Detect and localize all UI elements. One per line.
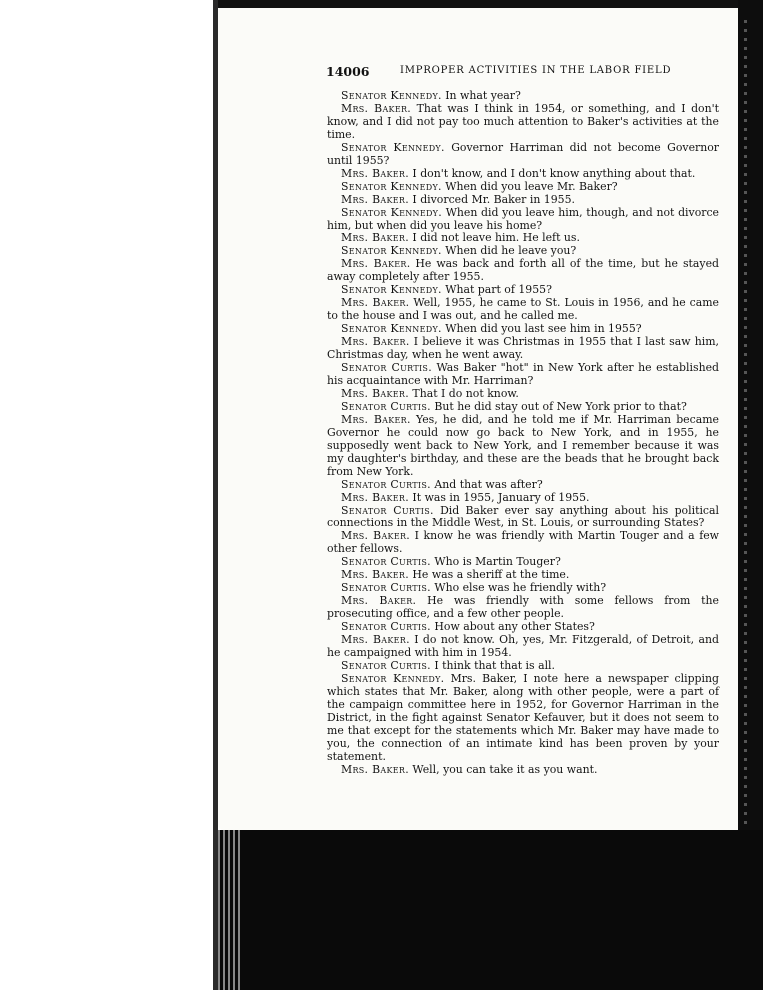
- transcript-paragraph: [327, 142, 719, 168]
- speaker-name: Senator Curtis.: [341, 658, 431, 672]
- speaker-name: Mrs. Baker.: [341, 166, 409, 180]
- speaker-name: Mrs. Baker.: [341, 762, 409, 776]
- speaker-name: Senator Curtis.: [341, 361, 432, 375]
- speaker-name: Mrs. Baker.: [341, 386, 409, 400]
- speaker-name: Mrs. Baker.: [341, 633, 410, 647]
- speaker-name: Senator Curtis.: [341, 503, 434, 517]
- statement-text: I think that that is all.: [430, 658, 555, 672]
- statement-text: How about any other States?: [430, 620, 595, 634]
- statement-text: I did not leave him. He left us.: [408, 231, 580, 245]
- transcript-paragraph: [327, 764, 719, 777]
- speaker-name: Mrs. Baker.: [341, 529, 411, 543]
- speaker-name: Senator Curtis.: [341, 477, 431, 491]
- speaker-name: Mrs. Baker.: [341, 594, 417, 608]
- statement-text: And that was after?: [430, 477, 543, 491]
- speaker-name: Senator Curtis.: [341, 581, 431, 595]
- statement-text: That was I think in 1954, or something, and I don't know, and I did not pay too much attention to Baker's activities at the time.: [327, 101, 719, 141]
- statement-text: I know he was friendly with Martin Touger and a few other fellows.: [327, 529, 719, 556]
- statement-text: When did he leave you?: [441, 244, 577, 258]
- transcript-text: [327, 90, 719, 777]
- statement-text: When did you leave Mr. Baker?: [441, 179, 618, 193]
- speaker-name: Senator Kennedy.: [341, 244, 442, 258]
- speaker-name: Mrs. Baker.: [341, 412, 411, 426]
- statement-text: Yes, he did, and he told me if Mr. Harriman became Governor he could now go back to New York, and in 1955, he supposedly went back to New York, and I remember because it was my daughter's birthday, and these are the beads that he brought back from New York.: [327, 412, 719, 478]
- speaker-name: Senator Kennedy.: [341, 322, 442, 336]
- statement-text: Mrs. Baker, I note here a newspaper clipping which states that Mr. Baker, along with other people, were a part of the campaign committee here in 1952, for Governor Harriman in the District, in the fight against Senator Kefauver, but it does not seem to me that except for the statements which Mr. Baker may have made to you, the connection of an intimate kind has been proven by your statement.: [327, 671, 719, 763]
- speaker-name: Senator Curtis.: [341, 399, 431, 413]
- statement-text: What part of 1955?: [441, 283, 552, 297]
- transcript-paragraph: [327, 634, 719, 660]
- speaker-name: Senator Curtis.: [341, 620, 431, 634]
- speaker-name: Senator Kennedy.: [341, 283, 442, 297]
- transcript-paragraph: [327, 258, 719, 284]
- statement-text: In what year?: [441, 89, 521, 102]
- statement-text: Governor Harriman did not become Governor until 1955?: [327, 140, 720, 167]
- speaker-name: Senator Kennedy.: [341, 205, 443, 219]
- speaker-name: Senator Kennedy.: [341, 140, 445, 154]
- transcript-paragraph: [327, 673, 719, 764]
- transcript-paragraph: [327, 414, 719, 479]
- speaker-name: Mrs. Baker.: [341, 257, 411, 271]
- statement-text: I don't know, and I don't know anything about that.: [408, 166, 696, 180]
- document-page: [218, 8, 738, 830]
- statement-text: He was a sheriff at the time.: [408, 568, 570, 582]
- statement-text: Well, you can take it as you want.: [408, 762, 598, 776]
- statement-text: Well, 1955, he came to St. Louis in 1956, and he came to the house and I was out, and he called me.: [327, 296, 719, 323]
- left-blank-margin: [0, 0, 217, 990]
- speaker-name: Senator Kennedy.: [341, 89, 442, 102]
- statement-text: He was back and forth all of the time, but he stayed away completely after 1955.: [327, 257, 719, 284]
- statement-text: When did you last see him in 1955?: [441, 322, 642, 336]
- speaker-name: Senator Kennedy.: [341, 179, 442, 193]
- speaker-name: Mrs. Baker.: [341, 101, 412, 115]
- statement-text: It was in 1955, January of 1955.: [408, 490, 590, 504]
- page-number: 14006: [326, 64, 370, 79]
- speaker-name: Mrs. Baker.: [341, 335, 410, 349]
- speaker-name: Mrs. Baker.: [341, 192, 409, 206]
- speaker-name: Senator Curtis.: [341, 555, 431, 569]
- transcript-paragraph: [327, 530, 719, 556]
- statement-text: But he did stay out of New York prior to that?: [430, 399, 687, 413]
- transcript-paragraph: [327, 505, 719, 531]
- scan-bottom-border: [218, 830, 763, 990]
- scan-top-border: [218, 0, 763, 8]
- transcript-paragraph: [327, 297, 719, 323]
- statement-text: I divorced Mr. Baker in 1955.: [408, 192, 575, 206]
- statement-text: Was Baker "hot" in New York after he established his acquaintance with Mr. Harriman?: [327, 361, 719, 387]
- statement-text: That I do not know.: [408, 386, 519, 400]
- statement-text: Who is Martin Touger?: [430, 555, 561, 569]
- transcript-paragraph: [327, 103, 719, 142]
- running-head: IMPROPER ACTIVITIES IN THE LABOR FIELD: [400, 65, 672, 76]
- transcript-paragraph: [327, 207, 719, 233]
- statement-text: He was friendly with some fellows from the prosecuting office, and a few other people.: [327, 594, 719, 621]
- speaker-name: Mrs. Baker.: [341, 490, 409, 504]
- speaker-name: Senator Kennedy.: [341, 671, 445, 685]
- statement-text: I believe it was Christmas in 1955 that I last saw him, Christmas day, when he went away.: [327, 335, 719, 362]
- transcript-paragraph: [327, 336, 719, 362]
- speaker-name: Mrs. Baker.: [341, 296, 410, 310]
- speaker-name: Mrs. Baker.: [341, 231, 409, 245]
- transcript-paragraph: [327, 362, 719, 388]
- transcript-paragraph: [327, 595, 719, 621]
- statement-text: Who else was he friendly with?: [430, 581, 607, 595]
- statement-text: When did you leave him, though, and not divorce him, but when did you leave his home?: [327, 205, 719, 232]
- speaker-name: Mrs. Baker.: [341, 568, 409, 582]
- page-header: [326, 64, 736, 80]
- statement-text: I do not know. Oh, yes, Mr. Fitzgerald, of Detroit, and he campaigned with him in 1954.: [327, 633, 719, 659]
- statement-text: Did Baker ever say anything about his political connections in the Middle West, in St. Louis, or surrounding States?: [327, 503, 720, 530]
